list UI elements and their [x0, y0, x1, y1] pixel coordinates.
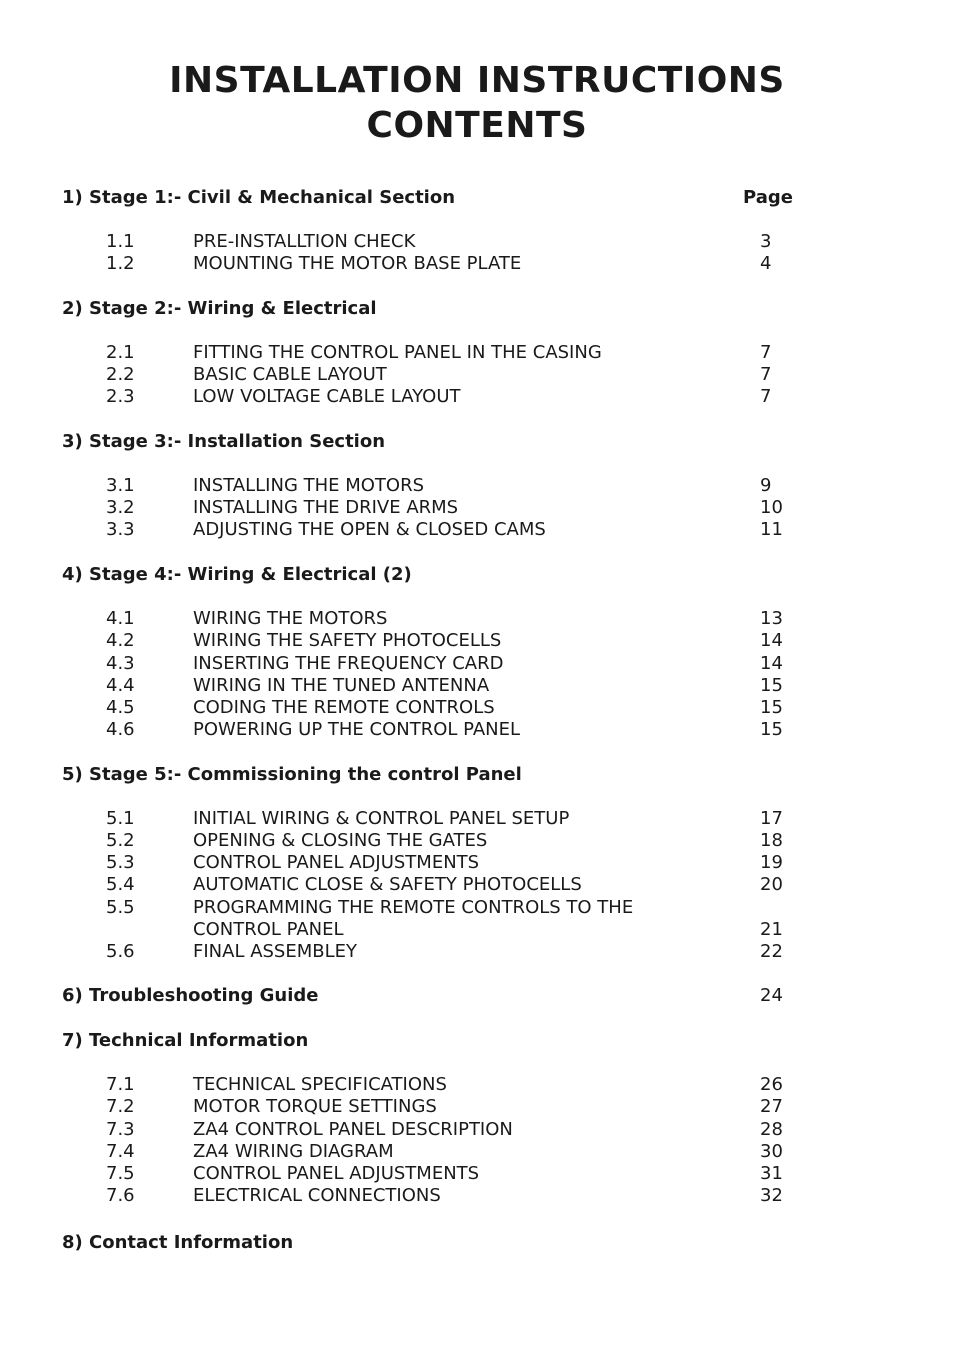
toc-item-page: 32	[760, 1185, 783, 1206]
toc-item-title: WIRING IN THE TUNED ANTENNA	[193, 675, 490, 696]
toc-item-title: WIRING THE SAFETY PHOTOCELLS	[193, 630, 502, 651]
toc-item-page: 7	[760, 342, 772, 363]
section-heading: 4) Stage 4:- Wiring & Electrical (2)	[62, 564, 412, 585]
toc-item-page: 15	[760, 697, 783, 718]
toc-item-number: 7.6	[106, 1185, 135, 1206]
toc-item-number: 5.3	[106, 852, 135, 873]
toc-item-title: CONTROL PANEL ADJUSTMENTS	[193, 852, 480, 873]
toc-item-title: ADJUSTING THE OPEN & CLOSED CAMS	[193, 519, 546, 540]
toc-item-page: 27	[760, 1096, 783, 1117]
toc-item-page: 17	[760, 808, 783, 829]
toc-item-number: 4.4	[106, 675, 135, 696]
toc-item-page: 31	[760, 1163, 783, 1184]
toc-item-number: 1.1	[106, 231, 135, 252]
toc-item-page: 21	[760, 919, 783, 940]
toc-item-page: 11	[760, 519, 783, 540]
section-heading: 6) Troubleshooting Guide	[62, 985, 319, 1006]
toc-item-page: 30	[760, 1141, 783, 1162]
toc-item-number: 2.2	[106, 364, 135, 385]
toc-item-number: 7.5	[106, 1163, 135, 1184]
toc-item-number: 7.4	[106, 1141, 135, 1162]
toc-item-number: 5.5	[106, 897, 135, 918]
toc-item-page: 10	[760, 497, 783, 518]
section-heading: 1) Stage 1:- Civil & Mechanical Section	[62, 187, 456, 208]
toc-item-title-continued: CONTROL PANEL	[193, 919, 344, 940]
toc-item-page: 7	[760, 364, 772, 385]
section-heading: 3) Stage 3:- Installation Section	[62, 431, 386, 452]
section-page: 24	[760, 985, 783, 1006]
toc-item-number: 2.1	[106, 342, 135, 363]
toc-item-title: MOTOR TORQUE SETTINGS	[193, 1096, 437, 1117]
toc-item-number: 7.1	[106, 1074, 135, 1095]
document-title: INSTALLATION INSTRUCTIONS	[169, 60, 785, 101]
toc-item-page: 18	[760, 830, 783, 851]
toc-item-title: ELECTRICAL CONNECTIONS	[193, 1185, 441, 1206]
toc-item-title: INSERTING THE FREQUENCY CARD	[193, 653, 504, 674]
toc-item-number: 4.2	[106, 630, 135, 651]
toc-item-page: 14	[760, 653, 783, 674]
document-subtitle: CONTENTS	[366, 105, 588, 146]
toc-item-number: 1.2	[106, 253, 135, 274]
toc-item-number: 4.5	[106, 697, 135, 718]
page-column-header: Page	[743, 187, 793, 208]
toc-item-page: 26	[760, 1074, 783, 1095]
toc-item-page: 19	[760, 852, 783, 873]
toc-item-page: 7	[760, 386, 772, 407]
toc-item-page: 9	[760, 475, 772, 496]
toc-item-title: POWERING UP THE CONTROL PANEL	[193, 719, 521, 740]
toc-item-number: 4.6	[106, 719, 135, 740]
toc-item-title: INITIAL WIRING & CONTROL PANEL SETUP	[193, 808, 570, 829]
toc-item-number: 4.1	[106, 608, 135, 629]
toc-item-number: 2.3	[106, 386, 135, 407]
section-heading: 2) Stage 2:- Wiring & Electrical	[62, 298, 377, 319]
toc-item-title: TECHNICAL SPECIFICATIONS	[193, 1074, 447, 1095]
toc-item-page: 15	[760, 719, 783, 740]
toc-item-number: 3.2	[106, 497, 135, 518]
toc-item-number: 3.3	[106, 519, 135, 540]
toc-item-title: AUTOMATIC CLOSE & SAFETY PHOTOCELLS	[193, 874, 582, 895]
toc-item-title: CONTROL PANEL ADJUSTMENTS	[193, 1163, 480, 1184]
toc-item-page: 28	[760, 1119, 783, 1140]
toc-item-page: 14	[760, 630, 783, 651]
toc-item-number: 5.6	[106, 941, 135, 962]
section-heading: 8) Contact Information	[62, 1232, 294, 1253]
toc-item-number: 7.2	[106, 1096, 135, 1117]
toc-item-page: 13	[760, 608, 783, 629]
toc-item-title: BASIC CABLE LAYOUT	[193, 364, 387, 385]
toc-item-title: PRE-INSTALLTION CHECK	[193, 231, 416, 252]
toc-item-page: 3	[760, 231, 772, 252]
toc-item-page: 22	[760, 941, 783, 962]
toc-item-title: CODING THE REMOTE CONTROLS	[193, 697, 495, 718]
section-heading: 7) Technical Information	[62, 1030, 309, 1051]
toc-item-number: 5.2	[106, 830, 135, 851]
toc-item-title: FINAL ASSEMBLEY	[193, 941, 358, 962]
toc-item-number: 5.1	[106, 808, 135, 829]
toc-item-number: 3.1	[106, 475, 135, 496]
toc-item-title: FITTING THE CONTROL PANEL IN THE CASING	[193, 342, 602, 363]
toc-item-title: INSTALLING THE MOTORS	[193, 475, 425, 496]
toc-item-title: INSTALLING THE DRIVE ARMS	[193, 497, 459, 518]
toc-item-number: 4.3	[106, 653, 135, 674]
toc-item-title: ZA4 CONTROL PANEL DESCRIPTION	[193, 1119, 513, 1140]
toc-item-page: 4	[760, 253, 772, 274]
toc-item-title: WIRING THE MOTORS	[193, 608, 388, 629]
toc-item-title: PROGRAMMING THE REMOTE CONTROLS TO THE	[193, 897, 634, 918]
toc-item-title: OPENING & CLOSING THE GATES	[193, 830, 488, 851]
toc-item-page: 15	[760, 675, 783, 696]
toc-item-page: 20	[760, 874, 783, 895]
toc-item-title: ZA4 WIRING DIAGRAM	[193, 1141, 394, 1162]
section-heading: 5) Stage 5:- Commissioning the control Panel	[62, 764, 522, 785]
toc-item-number: 7.3	[106, 1119, 135, 1140]
toc-item-title: LOW VOLTAGE CABLE LAYOUT	[193, 386, 461, 407]
toc-item-number: 5.4	[106, 874, 135, 895]
toc-item-title: MOUNTING THE MOTOR BASE PLATE	[193, 253, 522, 274]
